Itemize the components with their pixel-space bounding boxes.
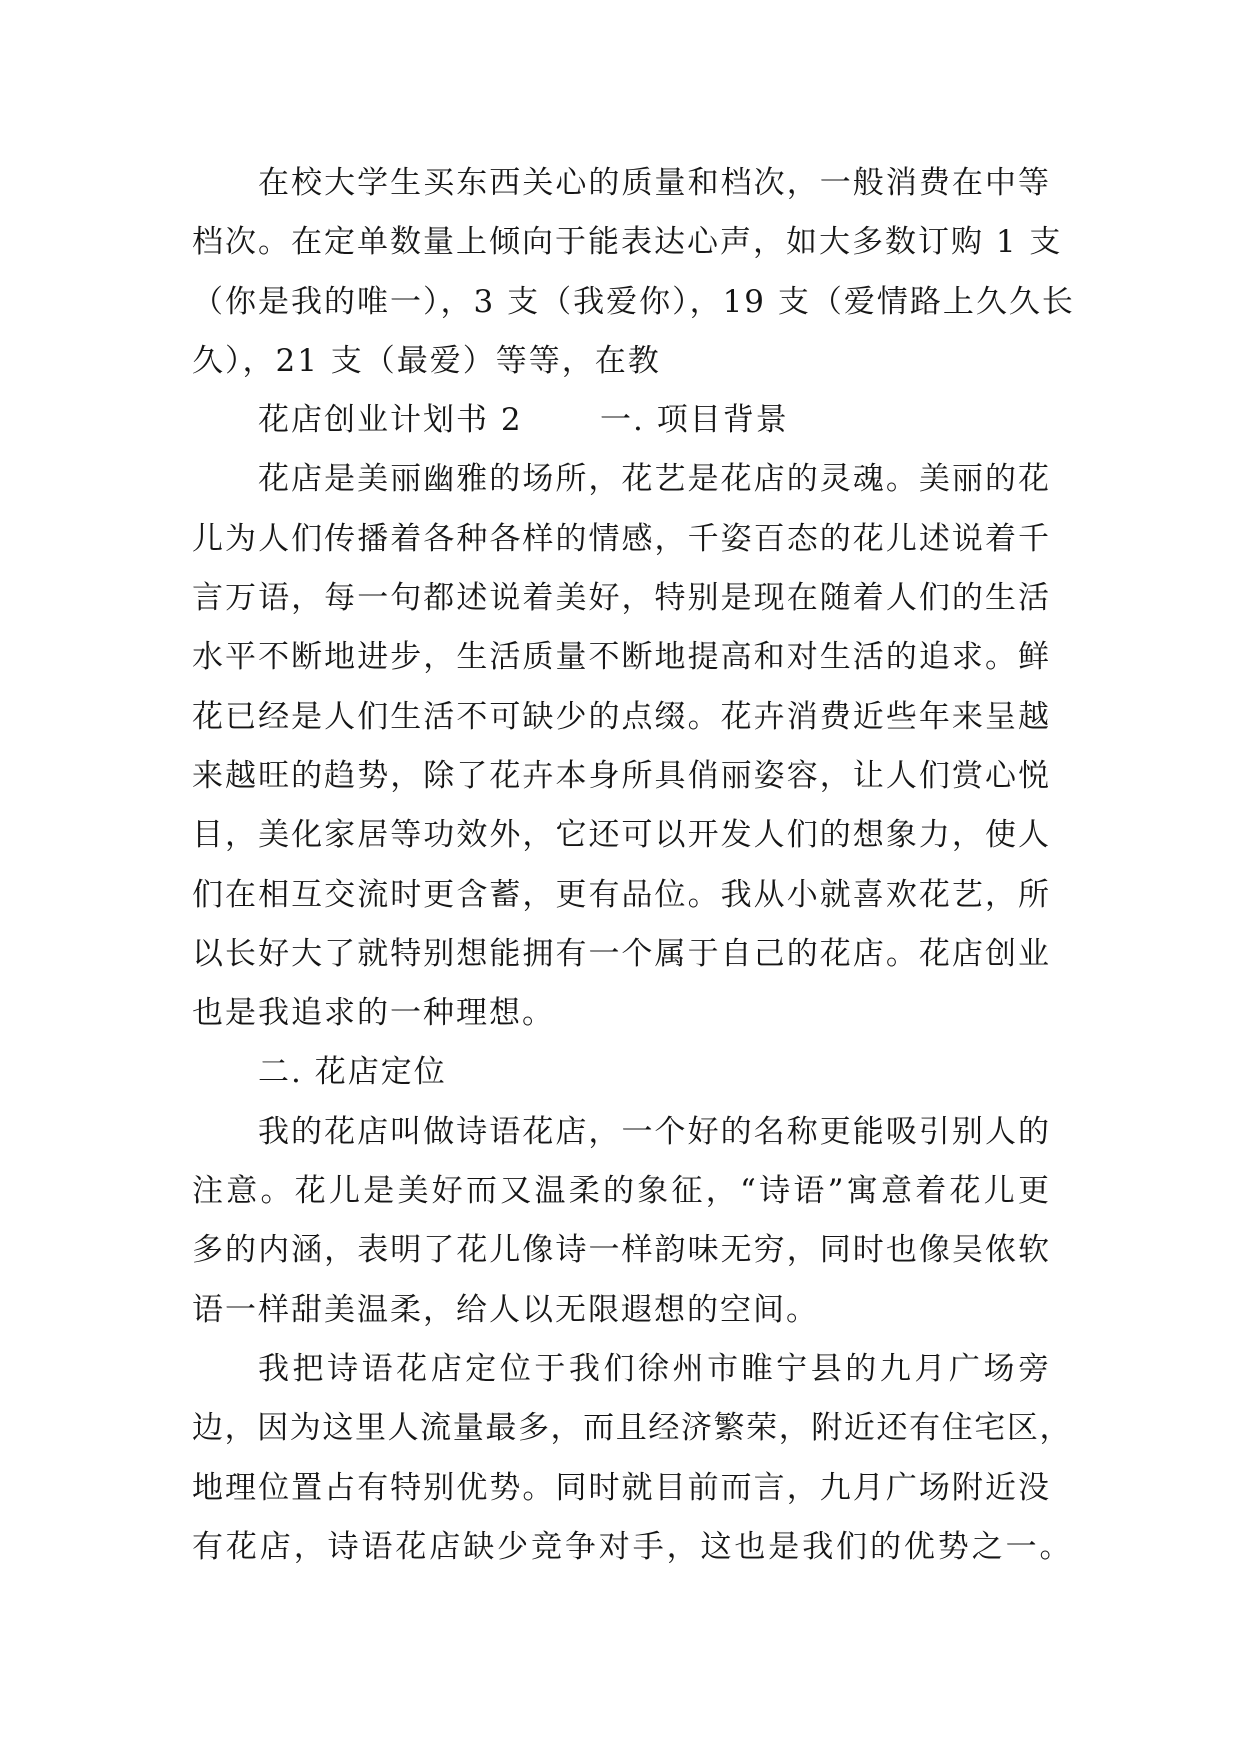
text-line: 以长好大了就特别想能拥有一个属于自己的花店。花店创业 [192, 935, 1051, 972]
paragraph-shop-name [192, 1103, 1051, 1340]
text-line: 水平不断地进步，生活质量不断地提高和对生活的追求。鲜 [192, 639, 1051, 676]
text-line: 我的花店叫做诗语花店，一个好的名称更能吸引别人的 [258, 1113, 1051, 1150]
text-line: （你是我的唯一），3 支（我爱你），19 支（爱情路上久久长 [192, 283, 1075, 320]
section-heading-background: 一. 项目背景 [600, 402, 789, 439]
document-body [192, 154, 1075, 1577]
text-line: 边，因为这里人流量最多，而且经济繁荣，附近还有住宅区， [192, 1410, 1072, 1447]
text-line: 久），21 支（最爱）等等，在教 [192, 342, 661, 379]
text-line: 目，美化家居等功效外，它还可以开发人们的想象力，使人 [192, 817, 1051, 854]
text-line: 也是我追求的一种理想。 [192, 995, 555, 1032]
text-line: 我把诗语花店定位于我们徐州市睢宁县的九月广场旁 [258, 1350, 1051, 1387]
paragraph-location [192, 1340, 1072, 1577]
text-line: 们在相互交流时更含蓄，更有品位。我从小就喜欢花艺，所 [192, 876, 1051, 913]
section-heading-positioning: 二. 花店定位 [258, 1054, 447, 1091]
title-line [192, 391, 1051, 450]
text-line: 花已经是人们生活不可缺少的点缀。花卉消费近些年来呈越 [192, 698, 1051, 735]
text-line: 注意。花儿是美好而又温柔的象征，“诗语”寓意着花儿更 [192, 1173, 1051, 1210]
text-line: 花店是美丽幽雅的场所，花艺是花店的灵魂。美丽的花 [258, 461, 1051, 498]
document-title: 花店创业计划书 2 [258, 402, 523, 439]
text-line: 儿为人们传播着各种各样的情感，千姿百态的花儿述说着千 [192, 520, 1051, 557]
paragraph-background [192, 450, 1051, 1043]
text-line: 语一样甜美温柔，给人以无限遐想的空间。 [192, 1291, 819, 1328]
text-line: 多的内涵，表明了花儿像诗一样韵味无穷，同时也像吴侬软 [192, 1232, 1051, 1269]
text-line: 来越旺的趋势，除了花卉本身所具俏丽姿容，让人们赏心悦 [192, 757, 1051, 794]
paragraph-consumer-habits [192, 154, 1075, 391]
text-line: 地理位置占有特别优势。同时就目前而言，九月广场附近没 [192, 1469, 1051, 1506]
text-line: 有花店，诗语花店缺少竞争对手，这也是我们的优势之一。 [192, 1528, 1072, 1565]
text-line: 档次。在定单数量上倾向于能表达心声，如大多数订购 1 支 [192, 224, 1063, 261]
text-line: 在校大学生买东西关心的质量和档次，一般消费在中等 [258, 165, 1051, 201]
text-line: 言万语，每一句都述说着美好，特别是现在随着人们的生活 [192, 580, 1051, 617]
